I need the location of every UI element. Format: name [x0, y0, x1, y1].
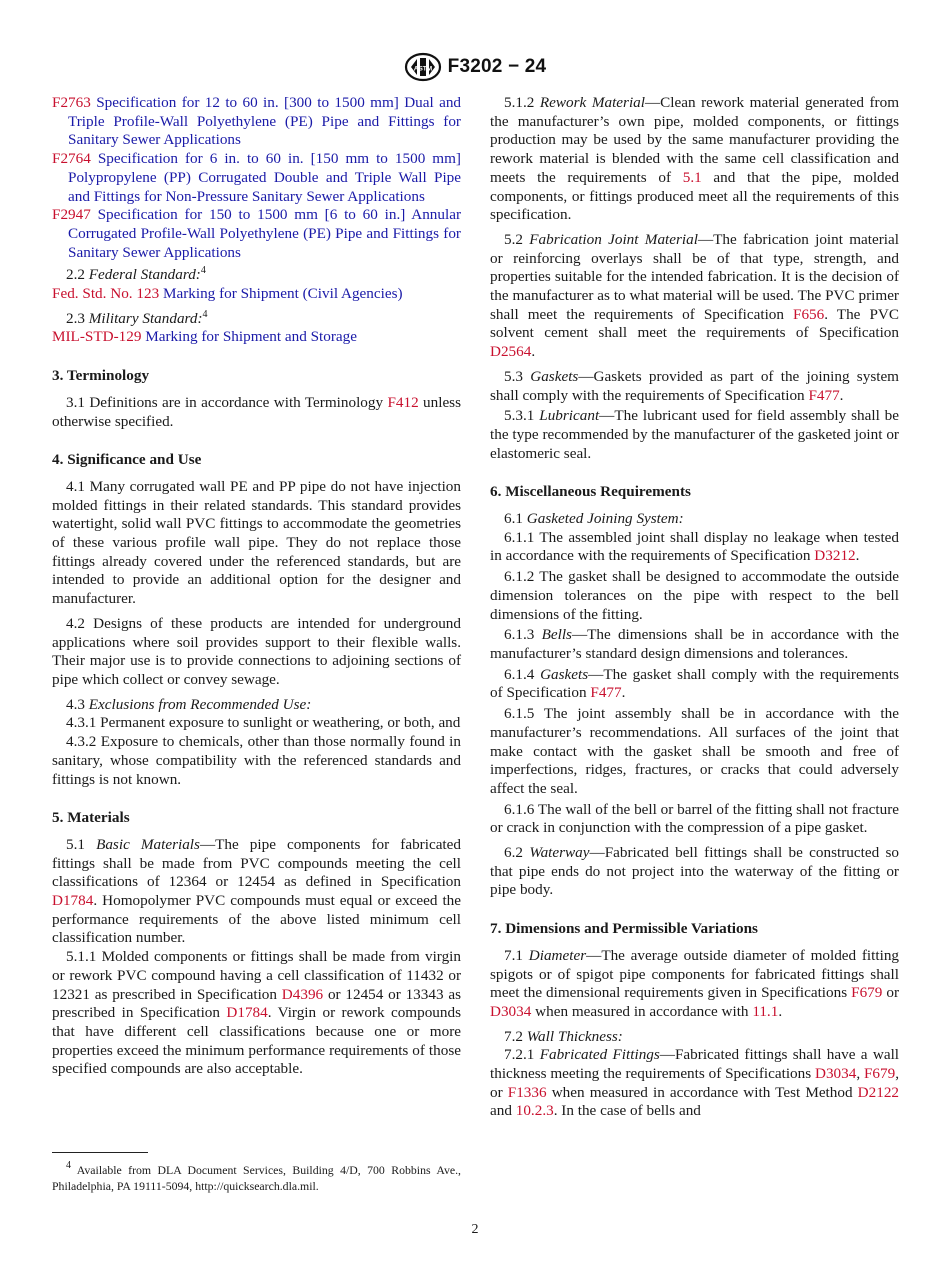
footnote-text: Available from DLA Document Services, Building 4/D, 700 Robbins Ave., Philadelphia, PA 19111-5094, http://quicksearch.dla.mil. [52, 1163, 461, 1193]
ref-code[interactable]: F2764 [52, 150, 91, 168]
footnote-number: 4 [66, 1160, 71, 1171]
astm-logo-icon [404, 52, 442, 82]
svg-text:ASTM: ASTM [413, 65, 432, 73]
ref-code[interactable]: MIL-STD-129 [52, 328, 142, 346]
section-heading-terminology: 3. Terminology [52, 367, 150, 385]
left-column [52, 94, 461, 1085]
reference-f2947 [52, 206, 461, 262]
paragraph-7-1: 7.1 Diameter—The average outside diameter of molded fitting spigots or of spigot pipe components for fabricated fittings shall meet the dimensional requirements given in Specifications F679 or D3034 when measured in accordance with 11.1. [490, 946, 900, 1020]
paragraph-7-2: 7.2 Wall Thickness: [504, 1027, 623, 1045]
military-standard-heading: 2.3 Military Standard:$^4$ [66, 308, 208, 327]
link-f477[interactable]: F477 [808, 386, 840, 404]
link-d2122[interactable]: D2122 [857, 1083, 900, 1101]
section-heading-miscellaneous: 6. Miscellaneous Requirements [490, 483, 691, 501]
link-d1784[interactable]: D1784 [52, 892, 94, 910]
federal-standard-heading: 2.2 Federal Standard:$^4$ [66, 265, 206, 284]
paragraph-3-1: 3.1 Definitions are in accordance with Terminology F412 unless otherwise specified. [52, 393, 461, 430]
link-d4396[interactable]: D4396 [281, 985, 324, 1003]
paragraph-5-3-1: 5.3.1 Lubricant—The lubricant used for field assembly shall be the type recommended by the manufacturer of the gasketed joint or elastomeric seal. [490, 407, 899, 462]
ref-title[interactable]: Specification for 12 to 60 in. [300 to 1500 mm] Dual and Triple Profile-Wall Polyethylene (PE) Pipe and Fittings for Sanitary Sewer Applications [68, 94, 462, 149]
link-f679[interactable]: F679 [851, 984, 883, 1002]
right-column [490, 94, 899, 1127]
link-d3212[interactable]: D3212 [814, 547, 856, 565]
reference-f2763 [52, 94, 461, 150]
standard-designation: F3202 − 24 [447, 56, 547, 77]
paragraph-6-1: 6.1 Gasketed Joining System: [504, 510, 684, 528]
footnote-divider [52, 1152, 148, 1153]
page-number: 2 [471, 1222, 479, 1237]
paragraph-7-2-1: 7.2.1 Fabricated Fittings—Fabricated fittings shall have a wall thickness meeting the requirements of Specifications D3034, F679, or F1336 when measured in accordance with Test Method D2122 and 10.2.3. In the case of bells and [490, 1046, 900, 1120]
link-f679[interactable]: F679 [863, 1065, 896, 1083]
paragraph-6-1-6: 6.1.6 The wall of the bell or barrel of the fitting shall not fracture or crack in conjunction with the compression of a pipe gasket. [490, 800, 899, 837]
reference-f2764 [52, 150, 461, 206]
paragraph-6-1-4: 6.1.4 Gaskets—The gasket shall comply with the requirements of Specification F477. [490, 665, 899, 702]
link-d1784[interactable]: D1784 [226, 1004, 268, 1022]
link-d2564[interactable]: D2564 [490, 343, 532, 361]
paragraph-5-3: 5.3 Gaskets—Gaskets provided as part of the joining system shall comply with the requirements of Specification F477. [490, 367, 899, 404]
section-heading-significance: 4. Significance and Use [52, 451, 202, 469]
paragraph-6-1-1: 6.1.1 The assembled joint shall display no leakage when tested in accordance with the requirements of Specification D3212. [490, 528, 899, 565]
paragraph-4-3-2: 4.3.2 Exposure to chemicals, other than those normally found in sanitary, whose compatibility with the referenced standards and fittings is not known. [52, 733, 461, 788]
paragraph-4-3: 4.3 Exclusions from Recommended Use: [66, 695, 312, 713]
paragraph-4-2: 4.2 Designs of these products are intended for underground applications where soil provides support to their flexible walls. Their major use is to provide connections to adjoining sections of pipe which collect or convey sewage. [52, 614, 461, 688]
paragraph-6-1-5: 6.1.5 The joint assembly shall be in accordance with the manufacturer’s recommendations. All surfaces of the joint that make contact with the gasket shall be smooth and free of imperfections, ridges, fractures, or cracks that could adversely affect the seal. [490, 705, 899, 797]
link-f656[interactable]: F656 [793, 305, 825, 323]
paragraph-5-1-2: 5.1.2 Rework Material—Clean rework material generated from the manufacturer’s own pipe, molded components, or fittings production may be used by the same manufacturer providing the rework material is blended with the same cell classification and meets the requirements of 5.1 and that the pipe, molded components, or fittings produced meet all the requirements of this specification. [490, 94, 900, 224]
paragraph-6-1-3: 6.1.3 Bells—The dimensions shall be in accordance with the manufacturer’s standard design dimensions and tolerances. [490, 626, 899, 662]
ref-title[interactable]: Marking for Shipment and Storage [145, 328, 357, 346]
footnote [52, 1162, 461, 1194]
paragraph-5-2: 5.2 Fabrication Joint Material—The fabrication joint material or reinforcing overlays shall be of that type, strength, and properties suitable for the intended fabrication. It is the decision of the manufacturer as to what material will be used. The PVC primer shall meet the requirements of Specification F656. The PVC solvent cement shall meet the requirements of Specification D2564. [490, 230, 899, 361]
federal-standard-ref [52, 285, 461, 304]
link-d3034[interactable]: D3034 [815, 1065, 857, 1083]
link-f1336[interactable]: F1336 [507, 1083, 547, 1101]
ref-title[interactable]: Marking for Shipment (Civil Agencies) [162, 285, 403, 303]
link-11-1[interactable]: 11.1 [752, 1002, 779, 1020]
link-10-2-3[interactable]: 10.2.3 [515, 1102, 554, 1120]
ref-title[interactable]: Specification for 150 to 1500 mm [6 to 60 in.] Annular Corrugated Profile-Wall Polyethylene (PE) Pipe and Fittings for Sanitary Sewer Applications [68, 206, 462, 261]
paragraph-6-1-2: 6.1.2 The gasket shall be designed to accommodate the outside dimension tolerances on the pipe with respect to the bell dimensions of the fitting. [490, 568, 899, 623]
ref-title[interactable]: Specification for 6 in. to 60 in. [150 mm to 1500 mm] Polypropylene (PP) Corrugated Double and Triple Wall Pipe and Fittings for Non-Pressure Sanitary Sewer Applications [68, 150, 461, 205]
paragraph-4-3-1: 4.3.1 Permanent exposure to sunlight or weathering, or both, and [66, 714, 461, 732]
military-standard-ref [52, 328, 461, 347]
link-5-1[interactable]: 5.1 [682, 168, 702, 186]
paragraph-4-1: 4.1 Many corrugated wall PE and PP pipe do not have injection molded fittings in their related standards. This standard provides watertight, solid wall PVC fittings to accommodate the geometries of these various profile wall pipe. They do not replace those fittings already covered under the referenced standards, but are intended to provide an additional option for the designer and manufacturer. [52, 477, 461, 608]
paragraph-5-1-1: 5.1.1 Molded components or fittings shall be made from virgin or rework PVC compound having a cell classification of 11432 or 12321 as prescribed in Specification D4396 or 12454 or 13343 as prescribed in Specification D1784. Virgin or rework compounds that have different cell classifications because one or more properties exceed the minimum performance requirements of those specified compounds are also acceptable. [52, 948, 462, 1078]
ref-code[interactable]: F2763 [52, 94, 91, 111]
page-header [0, 52, 950, 87]
link-f412[interactable]: F412 [387, 393, 419, 411]
link-d3034[interactable]: D3034 [490, 1002, 532, 1020]
paragraph-6-2: 6.2 Waterway—Fabricated bell fittings shall be constructed so that pipe ends do not project into the waterway of the fitting or pipe body. [490, 844, 900, 899]
link-f477[interactable]: F477 [590, 684, 622, 702]
ref-code[interactable]: F2947 [52, 206, 91, 224]
section-heading-dimensions: 7. Dimensions and Permissible Variations [490, 920, 758, 938]
paragraph-5-1: 5.1 Basic Materials—The pipe components for fabricated fittings shall be made from PVC compounds meeting the cell classifications of 12364 or 12454 as defined in Specification D1784. Homopolymer PVC compounds must equal or exceed the performance requirements of the above listed minimum cell classification number. [52, 835, 461, 947]
ref-code[interactable]: Fed. Std. No. 123 [52, 285, 160, 303]
section-heading-materials: 5. Materials [52, 809, 130, 827]
